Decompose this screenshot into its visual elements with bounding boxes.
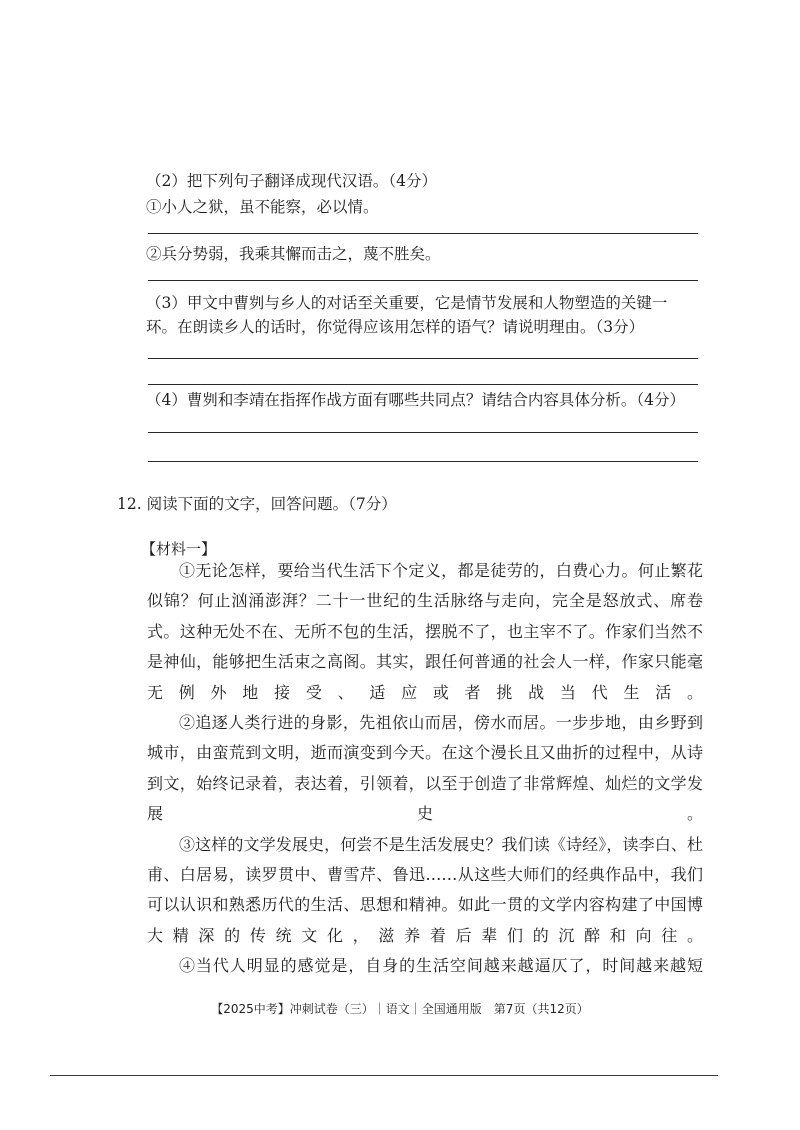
answer-line[interactable]: [148, 233, 698, 234]
q11-part2-prompt: （2）把下列句子翻译成现代汉语。（4分）: [146, 172, 437, 190]
q11-part4-prompt: （4）曹刿和李靖在指挥作战方面有哪些共同点？请结合内容具体分析。（4分）: [146, 391, 685, 409]
page-footer: 【2025中考】冲刺试卷（三）｜语文｜全国通用版 第7页（共12页）: [211, 1002, 589, 1016]
material-label: 【材料一】: [141, 540, 217, 558]
q11-part3-line2: 环。在朗读乡人的话时，你觉得应该用怎样的语气？请说明理由。（3分）: [146, 318, 645, 336]
answer-line[interactable]: [148, 461, 698, 462]
answer-line[interactable]: [148, 358, 698, 359]
answer-line[interactable]: [148, 280, 698, 281]
passage-paragraph: ②追逐人类行进的身影，先祖依山而居，傍水而居。一步步地，由乡野到城市，由蛮荒到文明，逝而演变到今天。在这个漫长且又曲折的过程中，从诗到文，始终记录着，表达着，引领着，以至于创造了非常辉煌、灿烂的文学发展史。: [147, 713, 703, 824]
reading-passage: [147, 556, 703, 982]
q12-heading: 12. 阅读下面的文字，回答问题。（7分）: [117, 495, 397, 513]
q11-part2-sentence1: ①小人之狱，虽不能察，必以情。: [146, 198, 379, 216]
answer-line[interactable]: [148, 384, 698, 385]
answer-line[interactable]: [148, 432, 698, 433]
bottom-divider: [50, 1075, 718, 1076]
q11-part3-line1: （3）甲文中曹刿与乡人的对话至关重要，它是情节发展和人物塑造的关键一: [146, 294, 668, 312]
passage-paragraph: ①无论怎样，要给当代生活下个定义，都是徒劳的，白费心力。何止繁花似锦？何止汹涌澎湃？二十一世纪的生活脉络与走向，完全是怒放式、席卷式。这种无处不在、无所不包的生活，摆脱不了，也主宰不了。作家们当然不是神仙，能够把生活束之高阁。其实，跟任何普通的社会人一样，作家只能毫无例外地接受、适应或者挑战当代生活。: [147, 561, 703, 702]
passage-paragraph: ③这样的文学发展史，何尝不是生活发展史？我们读《诗经》，读李白、杜甫、白居易，读罗贯中、曹雪芹、鲁迅……从这些大师们的经典作品中，我们可以认识和熟悉历代的生活、思想和精神。如此一贯的文学内容构建了中国博大精深的传统文化，滋养着后辈们的沉醉和向往。: [147, 834, 703, 945]
passage-paragraph: ④当代人明显的感觉是，自身的生活空间越来越逼仄了，时间越来越短: [179, 956, 703, 976]
q11-part2-sentence2: ②兵分势弱，我乘其懈而击之，蔑不胜矣。: [146, 245, 441, 263]
